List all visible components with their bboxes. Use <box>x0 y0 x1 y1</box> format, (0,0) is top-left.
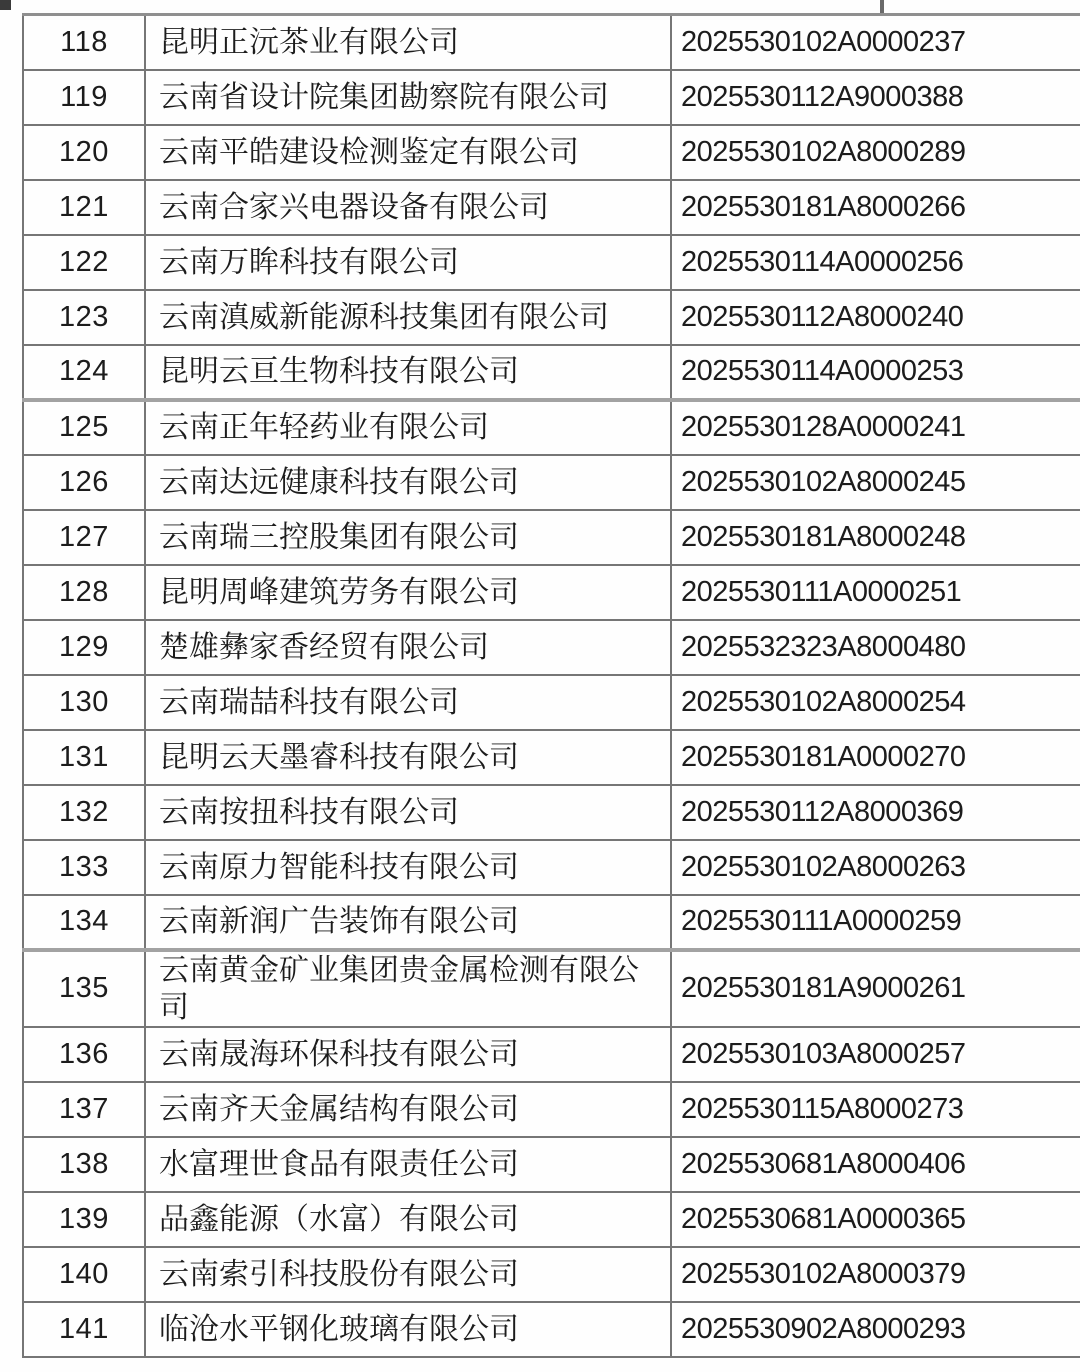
company-name: 云南万眸科技有限公司 <box>145 235 671 290</box>
row-index: 129 <box>23 620 145 675</box>
row-index: 123 <box>23 290 145 345</box>
registration-code: 2025530112A9000388 <box>671 70 1080 125</box>
table-row <box>23 1137 1080 1192</box>
table-row <box>23 675 1080 730</box>
registration-code: 2025530681A8000406 <box>671 1137 1080 1192</box>
company-name: 临沧水平钢化玻璃有限公司 <box>145 1302 671 1357</box>
company-name: 品鑫能源（水富）有限公司 <box>145 1192 671 1247</box>
row-index: 130 <box>23 675 145 730</box>
row-index: 122 <box>23 235 145 290</box>
company-registration-table <box>22 13 1080 1358</box>
row-index: 132 <box>23 785 145 840</box>
registration-code: 2025530181A9000261 <box>671 950 1080 1027</box>
table-row <box>23 730 1080 785</box>
row-index: 135 <box>23 950 145 1027</box>
row-index: 139 <box>23 1192 145 1247</box>
table-row <box>23 400 1080 455</box>
row-index: 136 <box>23 1027 145 1082</box>
company-name: 楚雄彝家香经贸有限公司 <box>145 620 671 675</box>
table-row <box>23 70 1080 125</box>
table-row <box>23 1192 1080 1247</box>
registration-code: 2025530102A8000254 <box>671 675 1080 730</box>
row-index: 141 <box>23 1302 145 1357</box>
company-name: 云南滇威新能源科技集团有限公司 <box>145 290 671 345</box>
registration-code: 2025530102A8000263 <box>671 840 1080 895</box>
registration-code: 2025530102A8000245 <box>671 455 1080 510</box>
table-body <box>23 15 1080 1357</box>
registration-code: 2025530902A8000293 <box>671 1302 1080 1357</box>
row-index: 128 <box>23 565 145 620</box>
row-index: 138 <box>23 1137 145 1192</box>
row-index: 131 <box>23 730 145 785</box>
table-row <box>23 895 1080 950</box>
registration-code: 2025530102A8000289 <box>671 125 1080 180</box>
row-index: 126 <box>23 455 145 510</box>
row-index: 133 <box>23 840 145 895</box>
table-row <box>23 125 1080 180</box>
registration-code: 2025530181A0000270 <box>671 730 1080 785</box>
table-row <box>23 1027 1080 1082</box>
company-name: 昆明云亘生物科技有限公司 <box>145 345 671 400</box>
company-name: 云南平皓建设检测鉴定有限公司 <box>145 125 671 180</box>
table-row <box>23 15 1080 70</box>
company-name: 云南瑞喆科技有限公司 <box>145 675 671 730</box>
company-name: 昆明云天墨睿科技有限公司 <box>145 730 671 785</box>
company-name: 云南瑞三控股集团有限公司 <box>145 510 671 565</box>
table-row <box>23 455 1080 510</box>
registration-code: 2025530181A8000248 <box>671 510 1080 565</box>
registration-code: 2025530111A0000251 <box>671 565 1080 620</box>
company-name: 水富理世食品有限责任公司 <box>145 1137 671 1192</box>
company-name: 云南原力智能科技有限公司 <box>145 840 671 895</box>
row-index: 134 <box>23 895 145 950</box>
company-name: 昆明周峰建筑劳务有限公司 <box>145 565 671 620</box>
company-name: 昆明正沅茶业有限公司 <box>145 15 671 70</box>
registration-code: 2025530181A8000266 <box>671 180 1080 235</box>
registration-code: 2025530112A8000369 <box>671 785 1080 840</box>
table-row <box>23 1302 1080 1357</box>
company-name: 云南黄金矿业集团贵金属检测有限公司 <box>145 950 671 1027</box>
table-row <box>23 840 1080 895</box>
table-row <box>23 345 1080 400</box>
registration-code: 2025530115A8000273 <box>671 1082 1080 1137</box>
company-name: 云南达远健康科技有限公司 <box>145 455 671 510</box>
row-index: 124 <box>23 345 145 400</box>
registration-code: 2025530128A0000241 <box>671 400 1080 455</box>
table-row <box>23 1082 1080 1137</box>
table-row <box>23 235 1080 290</box>
table-row <box>23 620 1080 675</box>
table-row <box>23 180 1080 235</box>
company-name: 云南省设计院集团勘察院有限公司 <box>145 70 671 125</box>
registration-code: 2025530114A0000256 <box>671 235 1080 290</box>
company-name: 云南合家兴电器设备有限公司 <box>145 180 671 235</box>
row-index: 140 <box>23 1247 145 1302</box>
table-row <box>23 565 1080 620</box>
row-index: 121 <box>23 180 145 235</box>
registration-code: 2025530102A8000379 <box>671 1247 1080 1302</box>
row-index: 119 <box>23 70 145 125</box>
table-row <box>23 785 1080 840</box>
table-row <box>23 950 1080 1027</box>
registration-code: 2025532323A8000480 <box>671 620 1080 675</box>
company-name: 云南按扭科技有限公司 <box>145 785 671 840</box>
table-row <box>23 510 1080 565</box>
company-name: 云南索引科技股份有限公司 <box>145 1247 671 1302</box>
registration-code: 2025530111A0000259 <box>671 895 1080 950</box>
row-index: 120 <box>23 125 145 180</box>
registration-code: 2025530681A0000365 <box>671 1192 1080 1247</box>
row-index: 137 <box>23 1082 145 1137</box>
row-index: 125 <box>23 400 145 455</box>
company-name: 云南正年轻药业有限公司 <box>145 400 671 455</box>
registration-code: 2025530102A0000237 <box>671 15 1080 70</box>
company-name: 云南新润广告装饰有限公司 <box>145 895 671 950</box>
row-index: 118 <box>23 15 145 70</box>
previous-table-border-fragment-left <box>0 0 11 10</box>
company-name: 云南齐天金属结构有限公司 <box>145 1082 671 1137</box>
table-row <box>23 290 1080 345</box>
registration-code: 2025530103A8000257 <box>671 1027 1080 1082</box>
row-index: 127 <box>23 510 145 565</box>
registration-code: 2025530112A8000240 <box>671 290 1080 345</box>
table-row <box>23 1247 1080 1302</box>
company-name: 云南晟海环保科技有限公司 <box>145 1027 671 1082</box>
registration-code: 2025530114A0000253 <box>671 345 1080 400</box>
